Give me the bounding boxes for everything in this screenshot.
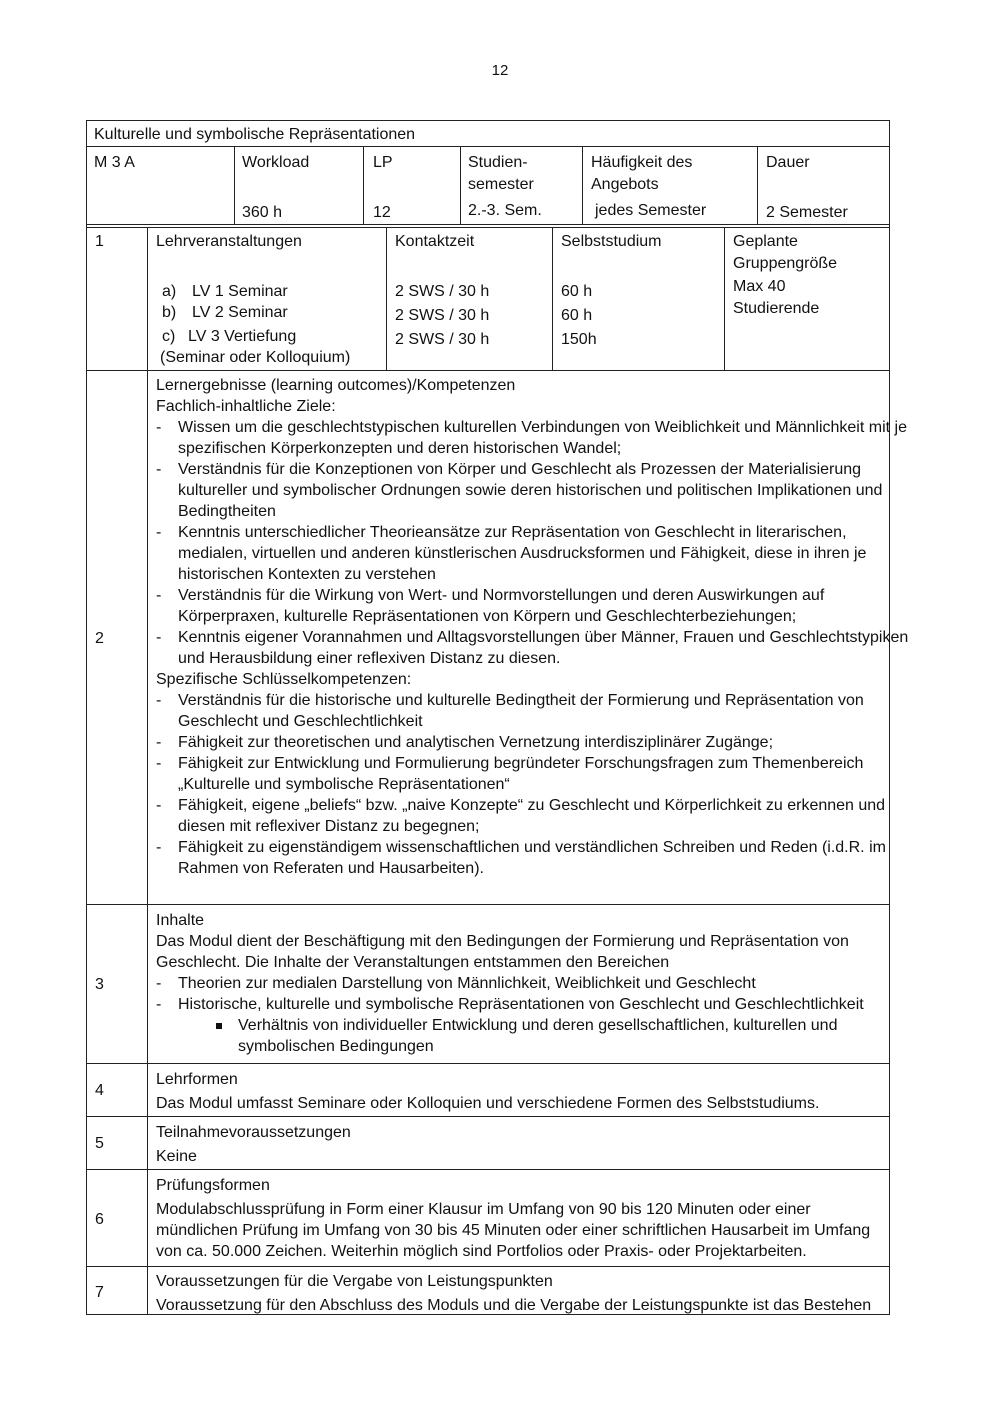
list-item: [156, 585, 881, 627]
section-number: 7: [95, 1284, 104, 1301]
subheading: Spezifische Schlüsselkompetenzen:: [156, 671, 412, 688]
list-item-line: Kenntnis unterschiedlicher Theorieansätze zur Repräsentation von Geschlecht in literarischen,: [178, 524, 847, 541]
section-number: 4: [95, 1082, 104, 1099]
section-heading: Voraussetzungen für die Vergabe von Leistungspunkten: [156, 1273, 553, 1290]
list-item-line: Wissen um die geschlechtstypischen kulturellen Verbindungen von Weiblichkeit und Männlichkeit mit je: [178, 419, 907, 436]
table-border: [86, 120, 890, 121]
gruppengroesse-header: Geplante: [733, 233, 798, 250]
paragraph-line: Voraussetzung für den Abschluss des Moduls und die Vergabe der Leistungspunkte ist das Bestehen: [156, 1297, 872, 1314]
section-number: 1: [95, 233, 104, 250]
dash-bullet: -: [156, 734, 162, 751]
bullet-list: [156, 417, 909, 669]
learning-outcomes: [156, 375, 909, 879]
course-name: LV 2 Seminar: [192, 304, 288, 321]
list-item-line: Verständnis für die Konzeptionen von Körper und Geschlecht als Prozessen der Materialisierung: [178, 461, 862, 478]
list-item: [156, 973, 881, 994]
dash-bullet: -: [156, 524, 162, 541]
list-item-line: spezifischen Körperkonzepten und deren historischen Wandel;: [178, 440, 622, 457]
table-border: [86, 146, 890, 147]
course-kontaktzeit: 2 SWS / 30 h: [395, 331, 490, 348]
table-border: [86, 120, 87, 1314]
selbststudium-header: Selbststudium: [561, 233, 662, 250]
section-number: 2: [95, 630, 104, 647]
dash-bullet: -: [156, 461, 162, 478]
section-heading: Lernergebnisse (learning outcomes)/Kompetenzen: [156, 377, 516, 394]
table-border: [86, 1116, 890, 1117]
table-border: [757, 146, 758, 224]
module-code: M 3 A: [94, 154, 135, 171]
course-kontaktzeit: 2 SWS / 30 h: [395, 307, 490, 324]
dauer-header: Dauer: [766, 154, 810, 171]
dash-bullet: -: [156, 755, 162, 772]
lehrveranstaltungen-header: Lehrveranstaltungen: [156, 233, 302, 250]
list-item: [156, 417, 907, 459]
haeufigkeit-header: Angebots: [591, 176, 659, 193]
dash-bullet: -: [156, 839, 162, 856]
section-heading: Lehrformen: [156, 1071, 238, 1088]
table-border: [460, 146, 461, 224]
list-item: [156, 795, 886, 837]
square-bullet-icon: [216, 1023, 222, 1029]
table-border: [582, 146, 583, 224]
list-item: [156, 753, 881, 795]
list-item: [156, 459, 881, 522]
studiensemester-header: semester: [468, 176, 534, 193]
paragraph-line: Keine: [156, 1148, 197, 1165]
table-border: [86, 370, 890, 371]
list-item: [156, 994, 881, 1015]
table-border: [86, 224, 890, 225]
paragraph-line: mündlichen Prüfung im Umfang von 30 bis 45 Minuten oder einer schriftlichen Hausarbeit im Umfang: [156, 1222, 871, 1239]
section-number: 3: [95, 976, 104, 993]
table-border: [86, 1063, 890, 1064]
dash-bullet: -: [156, 996, 162, 1013]
course-letter: a): [162, 283, 177, 300]
lp-value: 12: [373, 204, 391, 221]
course-selbststudium: 60 h: [561, 307, 593, 324]
list-item-line: historischen Kontexten zu verstehen: [178, 566, 436, 583]
page-number: 12: [491, 62, 509, 79]
module-title: Kulturelle und symbolische Repräsentationen: [94, 126, 416, 143]
list-item-line: Verständnis für die historische und kulturelle Bedingtheit der Formierung und Repräsentation von: [178, 692, 864, 709]
table-border: [86, 1266, 890, 1267]
course-note: (Seminar oder Kolloquium): [160, 349, 351, 366]
paragraph-line: Modulabschlussprüfung in Form einer Klausur im Umfang von 90 bis 120 Minuten oder einer: [156, 1201, 811, 1218]
dash-bullet: -: [156, 797, 162, 814]
lp-header: LP: [373, 154, 393, 171]
list-item-line: Theorien zur medialen Darstellung von Männlichkeit, Weiblichkeit und Geschlecht: [178, 975, 756, 992]
list-item-line: medialen, virtuellen und anderen künstlerischen Ausdrucksformen und Fähigkeit, diese in ihren je: [178, 545, 867, 562]
paragraph-line: von ca. 50.000 Zeichen. Weiterhin möglich sind Portfolios oder Praxis- oder Projektarbeiten.: [156, 1243, 807, 1260]
section-number: 6: [95, 1211, 104, 1228]
course-name: LV 1 Seminar: [192, 283, 288, 300]
exam-forms-block: [156, 1175, 881, 1262]
haeufigkeit-header: Häufigkeit des: [591, 154, 693, 171]
course-selbststudium: 150h: [561, 331, 597, 348]
course-name: LV 3 Vertiefung: [188, 328, 297, 345]
list-item-line: kultureller und symbolischer Ordnungen sowie deren historischen und politischen Implikationen und: [178, 482, 883, 499]
workload-value: 360 h: [242, 204, 283, 221]
dash-bullet: -: [156, 692, 162, 709]
dash-bullet: -: [156, 419, 162, 436]
course-letter: b): [162, 304, 177, 321]
list-item: [156, 690, 881, 732]
list-item: [156, 837, 886, 879]
list-item-line: Fähigkeit zur Entwicklung und Formulierung begründeter Forschungsfragen zum Themenbereich: [178, 755, 864, 772]
section-heading: Inhalte: [156, 912, 205, 929]
credit-requirements-block: [156, 1271, 881, 1316]
table-border: [889, 120, 890, 1314]
list-item-line: Kenntnis eigener Vorannahmen und Alltagsvorstellungen über Männer, Frauen und Geschlechtstypiken: [178, 629, 909, 646]
list-item-line: Körperpraxen, kulturelle Repräsentationen von Körpern und Geschlechterbeziehungen;: [178, 608, 797, 625]
haeufigkeit-value: jedes Semester: [595, 202, 707, 219]
list-item-line: Fähigkeit zur theoretischen und analytischen Vernetzung interdisziplinärer Zugänge;: [178, 734, 774, 751]
list-item-line: Verständnis für die Wirkung von Wert- und Normvorstellungen und deren Auswirkungen auf: [178, 587, 825, 604]
prerequisites-block: [156, 1122, 881, 1167]
table-border: [363, 146, 364, 224]
gruppengroesse-value: Max 40: [733, 278, 786, 295]
course-letter: c): [162, 328, 176, 345]
table-border: [86, 904, 890, 905]
sub-list-item: [156, 1015, 881, 1057]
paragraph-line: Das Modul umfasst Seminare oder Kolloquien und verschiedene Formen des Selbststudiums.: [156, 1095, 820, 1112]
gruppengroesse-value: Studierende: [733, 300, 820, 317]
section-heading: Teilnahmevoraussetzungen: [156, 1124, 351, 1141]
list-item-line: „Kulturelle und symbolische Repräsentationen“: [178, 776, 510, 793]
table-border: [147, 227, 148, 1314]
list-item-line: und Herausbildung einer reflexiven Distanz zu diesen.: [178, 650, 561, 667]
course-selbststudium: 60 h: [561, 283, 593, 300]
list-item: [156, 732, 881, 753]
list-item-line: diesen mit reflexiver Distanz zu begegnen;: [178, 818, 480, 835]
table-border: [234, 146, 235, 224]
list-item-line: Historische, kulturelle und symbolische Repräsentationen von Geschlecht und Geschlechtlichkeit: [178, 996, 864, 1013]
dash-bullet: -: [156, 975, 162, 992]
contents-block: [156, 910, 881, 1057]
section-number: 5: [95, 1135, 104, 1152]
teaching-forms-block: [156, 1069, 881, 1114]
studiensemester-value: 2.-3. Sem.: [468, 202, 542, 219]
list-item-line: Verhältnis von individueller Entwicklung und deren gesellschaftlichen, kulturellen und: [238, 1017, 838, 1034]
table-border: [552, 227, 553, 370]
table-border: [386, 227, 387, 370]
list-item-line: Geschlecht und Geschlechtlichkeit: [178, 713, 423, 730]
bullet-list: [156, 690, 886, 879]
section-heading: Prüfungsformen: [156, 1177, 270, 1194]
list-item-line: Bedingtheiten: [178, 503, 276, 520]
gruppengroesse-header: Gruppengröße: [733, 255, 838, 272]
paragraph-line: Das Modul dient der Beschäftigung mit den Bedingungen der Formierung und Repräsentation von: [156, 933, 849, 950]
workload-header: Workload: [242, 154, 310, 171]
dauer-value: 2 Semester: [766, 204, 848, 221]
list-item: [156, 627, 909, 669]
list-item-line: symbolischen Bedingungen: [238, 1038, 434, 1055]
subheading: Fachlich-inhaltliche Ziele:: [156, 398, 336, 415]
list-item-line: Rahmen von Referaten und Hausarbeiten).: [178, 860, 484, 877]
course-kontaktzeit: 2 SWS / 30 h: [395, 283, 490, 300]
table-border: [86, 1169, 890, 1170]
list-item: [156, 522, 881, 585]
list-item-line: Fähigkeit zu eigenständigem wissenschaftlichen und verständlichen Schreiben und Reden (i.d.R. im: [178, 839, 886, 856]
list-item-line: Fähigkeit, eigene „beliefs“ bzw. „naive Konzepte“ zu Geschlecht und Körperlichkeit zu erkennen und: [178, 797, 886, 814]
dash-bullet: -: [156, 629, 162, 646]
table-border: [724, 227, 725, 370]
studiensemester-header: Studien-: [468, 154, 528, 171]
table-border: [86, 227, 890, 228]
kontaktzeit-header: Kontaktzeit: [395, 233, 475, 250]
paragraph-line: Geschlecht. Die Inhalte der Veranstaltungen entstammen den Bereichen: [156, 954, 670, 971]
dash-bullet: -: [156, 587, 162, 604]
